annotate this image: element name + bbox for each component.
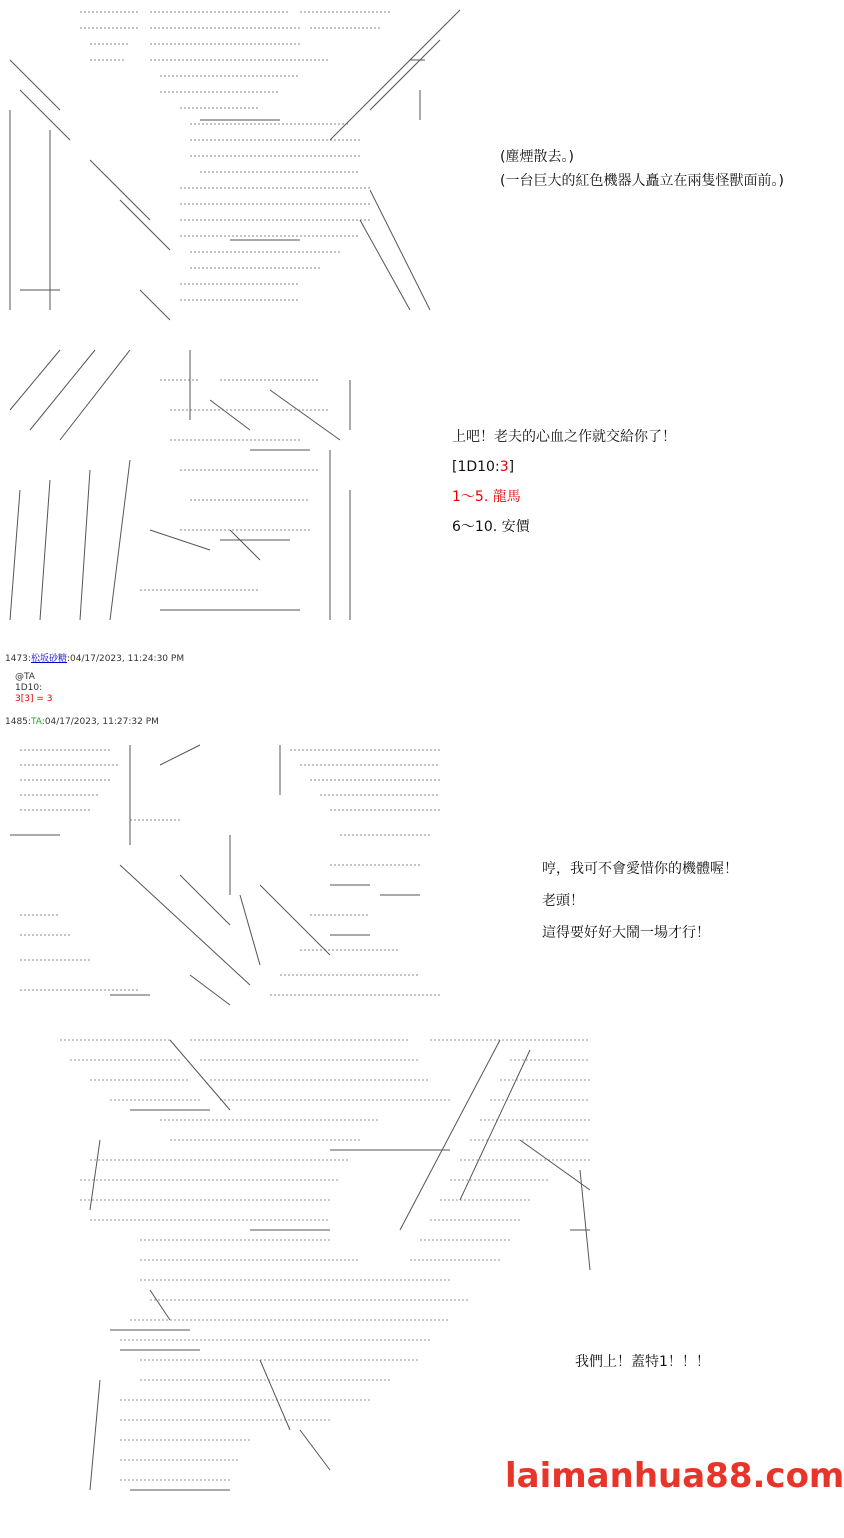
dice-command: 1D10: — [15, 683, 43, 693]
dice-result: 3[3] = 3 — [15, 694, 53, 704]
dice-roll-line — [452, 455, 676, 479]
ascii-art-robot-monsters — [0, 0, 470, 325]
post-number: 1473 — [5, 654, 28, 664]
post-number: 1485 — [5, 717, 28, 727]
mention: @TA — [15, 672, 35, 682]
dice-prefix: [1D10: — [452, 459, 500, 475]
option-1: 1～5. 龍馬 — [452, 489, 521, 505]
caption-line: 哼，我可不會愛惜你的機體喔！ — [542, 861, 738, 877]
author-link[interactable]: 松坂砂糖 — [30, 654, 67, 664]
ascii-art-getter-robot — [30, 1030, 610, 1520]
dice-suffix: ] — [508, 459, 515, 475]
panel2-caption — [452, 425, 676, 539]
watermark: laimanhua88.com — [505, 1456, 844, 1496]
ascii-art-old-man — [0, 340, 390, 640]
panel4-caption — [575, 1350, 710, 1374]
dice-value: 3 — [499, 459, 509, 475]
caption-line: (塵煙散去。) — [500, 149, 574, 165]
post-header-1473: 1473:松坂砂糖:04/17/2023, 11:24:30 PM — [5, 654, 185, 664]
caption-line: 老頭！ — [542, 893, 584, 909]
panel1-caption — [500, 145, 784, 193]
caption-line: 這得要好好大鬧一場才行！ — [542, 925, 710, 941]
post-body-1473 — [15, 672, 52, 705]
post-timestamp: 04/17/2023, 11:24:30 PM — [70, 654, 185, 664]
post-header-1495: 1485:TA:04/17/2023, 11:27:32 PM — [5, 717, 159, 727]
panel3-caption — [542, 857, 738, 945]
author-name: TA — [30, 717, 42, 727]
ascii-art-pilot — [0, 735, 450, 1010]
post-timestamp: 04/17/2023, 11:27:32 PM — [44, 717, 159, 727]
option-2: 6～10. 安價 — [452, 519, 530, 535]
caption-line: (一台巨大的紅色機器人矗立在兩隻怪獸面前。) — [500, 173, 784, 189]
caption-line: 我們上！蓋特1！！！ — [575, 1354, 710, 1370]
caption-line: 上吧！老夫的心血之作就交給你了！ — [452, 429, 676, 445]
